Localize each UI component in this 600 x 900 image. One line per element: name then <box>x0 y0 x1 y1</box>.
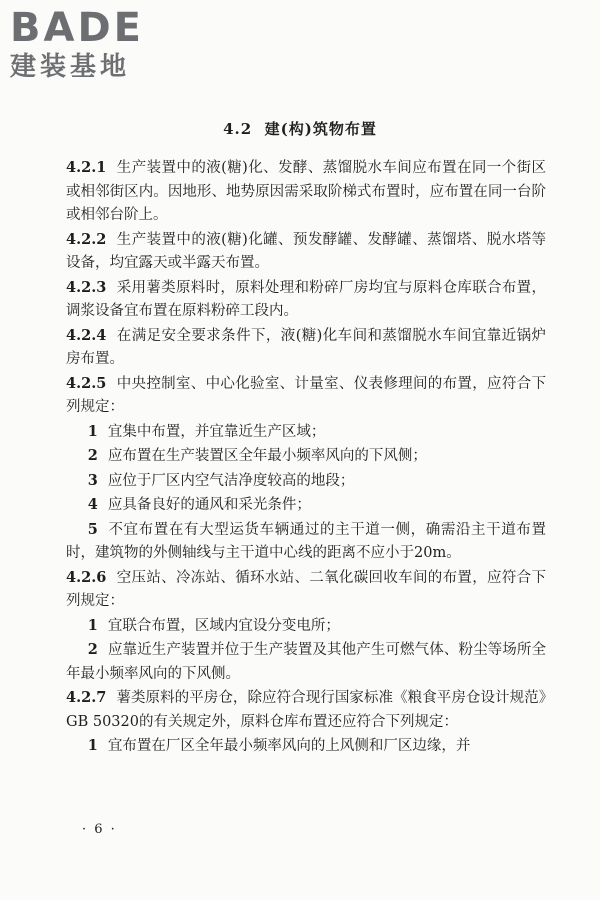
list-item <box>66 469 546 494</box>
clause-text: 生产装置中的液(糖)化罐、预发酵罐、发酵罐、蒸馏塔、脱水塔等设备，均宜露天或半露天布置。 <box>66 231 546 271</box>
logo-wordmark: BADE <box>10 5 144 51</box>
list-item <box>66 614 546 639</box>
clause-number: 4.2.2 <box>66 230 107 248</box>
item-number: 1 <box>87 737 98 754</box>
item-text: 应具备良好的通风和采光条件； <box>107 497 311 513</box>
clause-text: 采用薯类原料时，原料处理和粉碎厂房均宜与原料仓库联合布置，调浆设备宜布置在原料粉碎工段内。 <box>66 279 546 319</box>
item-text: 应布置在生产装置区全年最小频率风向的下风侧； <box>107 448 427 464</box>
item-number: 4 <box>87 496 98 513</box>
clause-paragraph <box>66 324 546 372</box>
clause-number: 4.2.3 <box>66 278 107 296</box>
section-title-text: 建(构)筑物布置 <box>264 120 377 138</box>
list-item <box>66 493 546 518</box>
clause-text: 在满足安全要求条件下，液(糖)化车间和蒸馏脱水车间宜靠近锅炉房布置。 <box>66 327 546 367</box>
item-number: 5 <box>87 520 98 538</box>
clause-paragraph <box>66 156 546 228</box>
item-text: 宜布置在厂区全年最小频率风向的上风侧和厂区边缘，并 <box>107 738 471 754</box>
page-number: · 6 · <box>82 822 117 837</box>
list-item <box>66 518 546 566</box>
list-item <box>66 444 546 469</box>
clause-paragraph <box>66 276 546 324</box>
clause-paragraph <box>66 228 546 276</box>
list-item <box>66 638 546 686</box>
item-number: 2 <box>87 641 98 658</box>
item-number: 1 <box>87 616 98 634</box>
item-text: 不宜布置在有大型运货车辆通过的主干道一侧，确需沿主干道布置时，建筑物的外侧轴线与主干道中心线的距离不应小于20m。 <box>66 521 546 561</box>
list-item <box>66 420 546 445</box>
clause-number: 4.2.4 <box>66 326 107 344</box>
section-number: 4.2 <box>223 120 253 138</box>
item-number: 1 <box>87 422 98 440</box>
list-item <box>66 734 546 759</box>
item-number: 2 <box>87 447 98 464</box>
clause-text: 中央控制室、中心化验室、计量室、仪表修理间的布置，应符合下列规定： <box>66 375 546 415</box>
item-text: 应靠近生产装置并位于生产装置及其他产生可燃气体、粉尘等场所全年最小频率风向的下风侧。 <box>66 642 546 682</box>
clause-text: 生产装置中的液(糖)化、发酵、蒸馏脱水车间应布置在同一个街区或相邻街区内。因地形、地势原因需采取阶梯式布置时，应布置在同一台阶或相邻台阶上。 <box>66 160 546 223</box>
bade-logo <box>10 6 175 82</box>
item-text: 应位于厂区内空气洁净度较高的地段； <box>107 472 355 489</box>
item-text: 宜集中布置，并宜靠近生产区域； <box>107 423 326 440</box>
clause-number: 4.2.7 <box>66 689 107 706</box>
clause-paragraph <box>66 372 546 420</box>
item-number: 3 <box>87 471 98 489</box>
document-body <box>66 156 546 759</box>
clause-number: 4.2.1 <box>66 159 107 176</box>
clause-text: 空压站、冷冻站、循环水站、二氧化碳回收车间的布置，应符合下列规定： <box>66 569 546 609</box>
clause-number: 4.2.6 <box>66 568 107 586</box>
clause-paragraph <box>66 566 546 614</box>
section-heading <box>0 118 600 139</box>
clause-number: 4.2.5 <box>66 374 107 392</box>
clause-text: 薯类原料的平房仓，除应符合现行国家标准《粮食平房仓设计规范》GB 50320的有关规定外，原料仓库布置还应符合下列规定： <box>66 690 546 730</box>
logo-subtitle: 建装基地 <box>10 52 131 82</box>
item-text: 宜联合布置，区域内宜设分变电所； <box>107 617 340 634</box>
clause-paragraph <box>66 686 546 734</box>
